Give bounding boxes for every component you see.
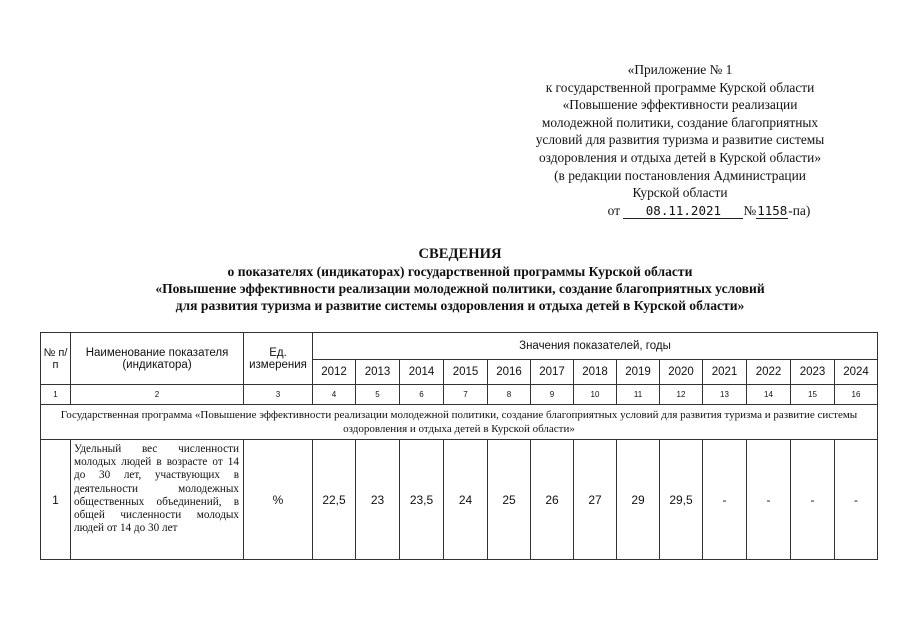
- value-cell: -: [703, 440, 747, 560]
- value-cell: 25: [488, 440, 531, 560]
- header-num: № п/п: [41, 333, 71, 385]
- appendix-line: «Повышение эффективности реализации: [562, 97, 798, 113]
- column-number: 2: [71, 385, 244, 405]
- column-number: 16: [835, 385, 878, 405]
- decree-reference: [505, 202, 855, 220]
- column-number: 11: [617, 385, 660, 405]
- year-cell: 2021: [703, 360, 747, 385]
- column-number: 6: [400, 385, 444, 405]
- year-cell: 2020: [660, 360, 703, 385]
- heading-line: для развития туризма и развитие системы оздоровления и отдыха детей в Курской области»: [175, 298, 745, 313]
- value-cell: -: [835, 440, 878, 560]
- column-number: 10: [574, 385, 617, 405]
- value-cell: 29,5: [660, 440, 703, 560]
- year-cell: 2024: [835, 360, 878, 385]
- column-number: 12: [660, 385, 703, 405]
- decree-number: 1158: [757, 202, 788, 218]
- column-number: 13: [703, 385, 747, 405]
- heading-line: «Повышение эффективности реализации молодежной политики, создание благоприятных условий: [155, 281, 765, 296]
- row-number: 1: [41, 440, 71, 560]
- year-cell: 2018: [574, 360, 617, 385]
- column-number: 3: [244, 385, 313, 405]
- value-cell: -: [791, 440, 835, 560]
- number-label: №: [743, 202, 757, 218]
- appendix-line: «Приложение № 1: [627, 62, 733, 77]
- value-cell: 26: [531, 440, 574, 560]
- value-cell: -: [747, 440, 791, 560]
- column-number: 9: [531, 385, 574, 405]
- year-cell: 2014: [400, 360, 444, 385]
- year-cell: 2012: [313, 360, 356, 385]
- program-row: [41, 405, 878, 440]
- header-indicator-name: Наименование показателя (индикатора): [71, 333, 244, 385]
- value-cell: 22,5: [313, 440, 356, 560]
- program-title: Государственная программа «Повышение эффективности реализации молодежной политики, создание благоприятных условий для развития туризма и развитие системы оздоровления и отдыха детей в Курской области»: [41, 405, 878, 440]
- header-unit: Ед. измерения: [244, 333, 313, 385]
- indicator-name: Удельный вес численности молодых людей в возрасте от 14 до 30 лет, участвующих в деятельности молодежных общественных объединений, в общей численности молодых людей от 14 до 30 лет: [71, 440, 244, 560]
- column-number: 14: [747, 385, 791, 405]
- year-cell: 2023: [791, 360, 835, 385]
- from-label: от: [607, 202, 621, 218]
- document-heading: [60, 246, 860, 314]
- heading-line: о показателях (индикаторах) государственной программы Курской области: [227, 264, 693, 279]
- year-cell: 2019: [617, 360, 660, 385]
- year-cell: 2013: [356, 360, 400, 385]
- year-cell: 2016: [488, 360, 531, 385]
- indicators-table: [40, 332, 878, 560]
- column-number: 4: [313, 385, 356, 405]
- table-header-row: [41, 333, 878, 360]
- value-cell: 27: [574, 440, 617, 560]
- column-number: 8: [488, 385, 531, 405]
- value-cell: 24: [444, 440, 488, 560]
- appendix-line: оздоровления и отдыха детей в Курской области»: [538, 149, 822, 165]
- appendix-line: условий для развития туризма и развитие системы: [535, 132, 825, 148]
- header-values: Значения показателей, годы: [313, 333, 878, 360]
- year-cell: 2015: [444, 360, 488, 385]
- column-number: 15: [791, 385, 835, 405]
- value-cell: 23: [356, 440, 400, 560]
- year-cell: 2017: [531, 360, 574, 385]
- year-cell: 2022: [747, 360, 791, 385]
- value-cell: 23,5: [400, 440, 444, 560]
- column-numbers-row: [41, 385, 878, 405]
- column-number: 5: [356, 385, 400, 405]
- table-row: [41, 440, 878, 560]
- appendix-line: Курской области: [632, 185, 728, 201]
- appendix-line: (в редакции постановления Администрации: [554, 167, 806, 183]
- appendix-line: к государственной программе Курской области: [545, 79, 815, 95]
- column-number: 7: [444, 385, 488, 405]
- value-cell: 29: [617, 440, 660, 560]
- decree-date: 08.11.2021: [623, 204, 743, 219]
- column-number: 1: [41, 385, 71, 405]
- appendix-line: молодежной политики, создание благоприятных: [541, 114, 819, 130]
- appendix-note: [505, 61, 855, 219]
- document-title: СВЕДЕНИЯ: [418, 246, 502, 262]
- number-suffix: -па): [788, 202, 811, 218]
- indicator-unit: %: [244, 440, 313, 560]
